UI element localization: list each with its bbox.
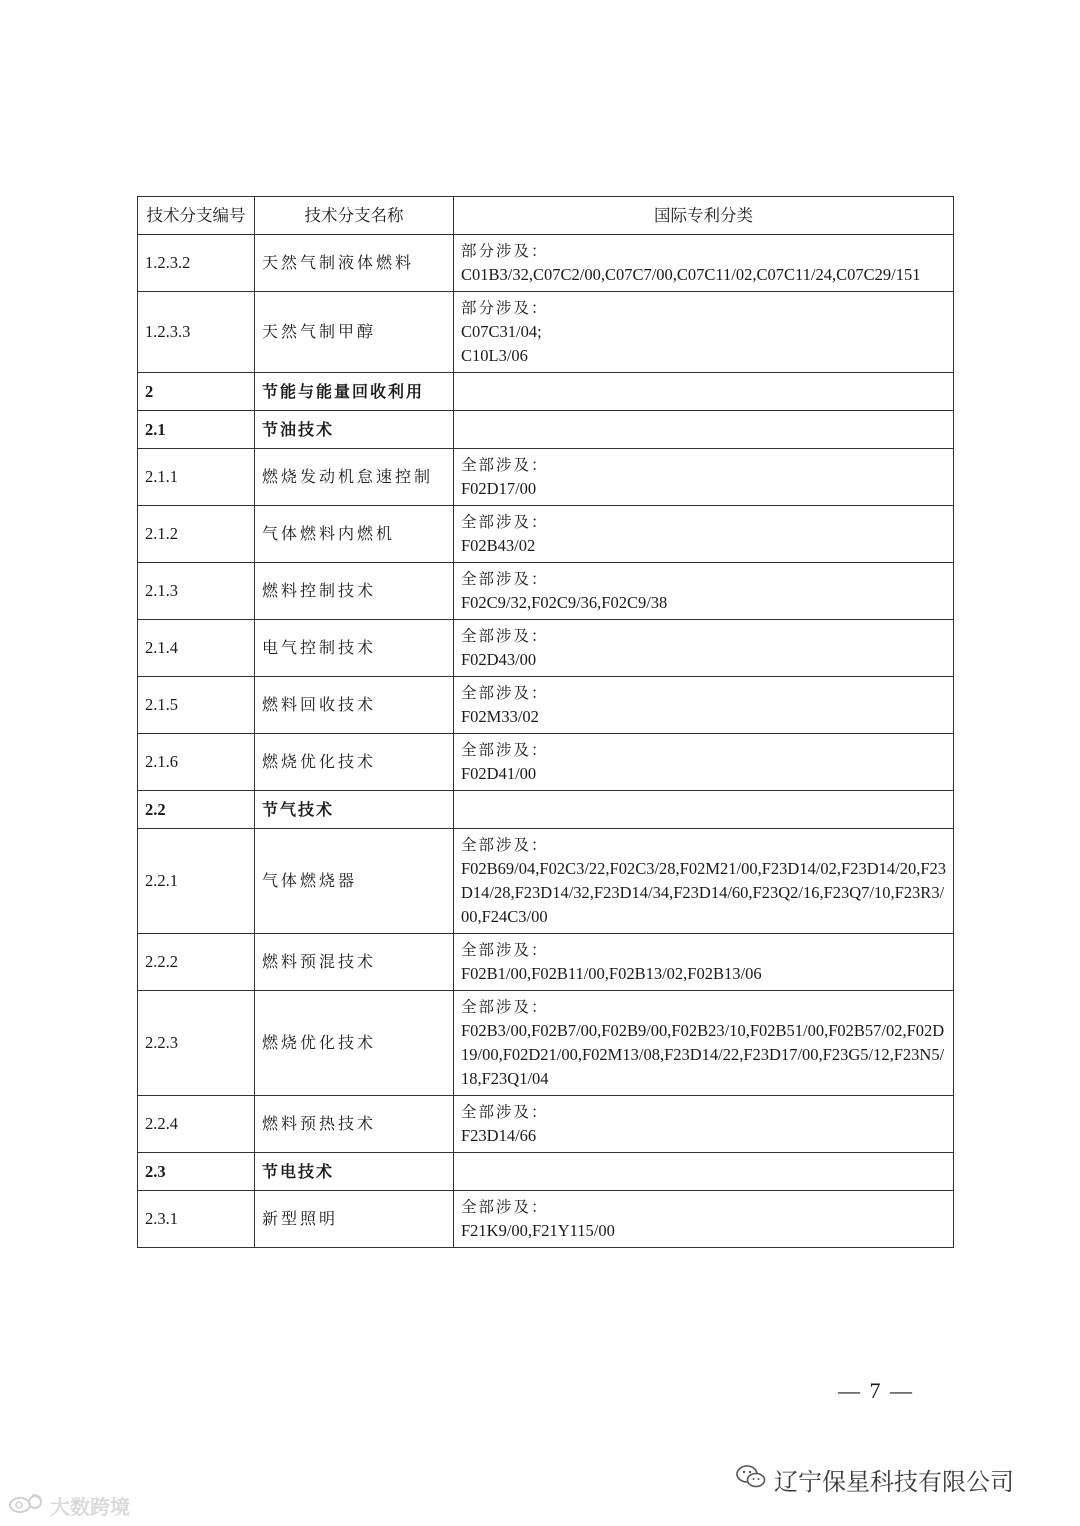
table-row <box>138 292 954 373</box>
branch-name-cell: 气体燃料内燃机 <box>255 506 454 563</box>
ipc-cell <box>454 991 954 1096</box>
table-body <box>138 235 954 1248</box>
branch-name-cell: 燃料回收技术 <box>255 677 454 734</box>
scope-label: 全部涉及： <box>461 941 549 959</box>
table-row <box>138 991 954 1096</box>
table-row <box>138 829 954 934</box>
branch-code-cell: 2.1.5 <box>138 677 255 734</box>
branch-code-cell: 2.2.3 <box>138 991 255 1096</box>
branch-name-cell: 节能与能量回收利用 <box>255 373 454 411</box>
header-branch-code: 技术分支编号 <box>138 197 255 235</box>
table-row <box>138 677 954 734</box>
ipc-cell <box>454 1153 954 1191</box>
ipc-cell <box>454 677 954 734</box>
scope-label: 全部涉及： <box>461 684 549 702</box>
scope-label: 全部涉及： <box>461 1198 549 1216</box>
branch-name-cell: 燃料控制技术 <box>255 563 454 620</box>
ipc-codes: C01B3/32,C07C2/00,C07C7/00,C07C11/02,C07C11/24,C07C29/151 <box>461 265 921 284</box>
ipc-cell <box>454 934 954 991</box>
section-row <box>138 411 954 449</box>
ipc-cell <box>454 563 954 620</box>
branch-code-cell: 2.2.4 <box>138 1096 255 1153</box>
table-row <box>138 235 954 292</box>
branch-name-cell: 天然气制液体燃料 <box>255 235 454 292</box>
table-header-row <box>138 197 954 235</box>
branch-code-cell: 1.2.3.3 <box>138 292 255 373</box>
ipc-cell <box>454 373 954 411</box>
branch-name-cell: 燃料预热技术 <box>255 1096 454 1153</box>
ipc-codes: F02B3/00,F02B7/00,F02B9/00,F02B23/10,F02B51/00,F02B57/02,F02D19/00,F02D21/00,F02M13/08,F23D14/22,F23D17/00,F23G5/12,F23N5/18,F23Q1/04 <box>461 1021 945 1088</box>
ipc-codes: F02B1/00,F02B11/00,F02B13/02,F02B13/06 <box>461 964 762 983</box>
branch-code-cell: 2.3.1 <box>138 1191 255 1248</box>
scope-label: 全部涉及： <box>461 456 549 474</box>
ipc-cell <box>454 791 954 829</box>
ipc-cell <box>454 292 954 373</box>
ipc-cell <box>454 1191 954 1248</box>
weibo-watermark <box>8 1491 130 1520</box>
table-row <box>138 934 954 991</box>
branch-code-cell: 2.2.2 <box>138 934 255 991</box>
ipc-codes: F02D41/00 <box>461 764 537 783</box>
scope-label: 部分涉及： <box>461 242 549 260</box>
branch-name-cell: 节电技术 <box>255 1153 454 1191</box>
branch-code-cell: 1.2.3.2 <box>138 235 255 292</box>
watermark-brand-name: 大数跨境 <box>50 1495 130 1519</box>
wechat-watermark <box>736 1462 1014 1497</box>
ipc-codes: F23D14/66 <box>461 1126 537 1145</box>
scope-label: 全部涉及： <box>461 998 549 1016</box>
table-row <box>138 1191 954 1248</box>
table-row <box>138 563 954 620</box>
scope-label: 全部涉及： <box>461 1103 549 1121</box>
branch-code-cell: 2 <box>138 373 255 411</box>
ipc-codes: F02C9/32,F02C9/36,F02C9/38 <box>461 593 668 612</box>
ipc-codes: F21K9/00,F21Y115/00 <box>461 1221 615 1240</box>
branch-name-cell: 新型照明 <box>255 1191 454 1248</box>
scope-label: 全部涉及： <box>461 627 549 645</box>
ipc-codes: F02B43/02 <box>461 536 536 555</box>
header-branch-name: 技术分支名称 <box>255 197 454 235</box>
ipc-cell <box>454 620 954 677</box>
weibo-icon <box>8 1491 44 1520</box>
scope-label: 全部涉及： <box>461 570 549 588</box>
ipc-codes: F02D17/00 <box>461 479 537 498</box>
branch-code-cell: 2.1.3 <box>138 563 255 620</box>
scope-label: 全部涉及： <box>461 513 549 531</box>
branch-code-cell: 2.2.1 <box>138 829 255 934</box>
ipc-codes: C07C31/04; C10L3/06 <box>461 322 542 365</box>
ipc-classification-table <box>137 196 954 1248</box>
branch-name-cell: 节油技术 <box>255 411 454 449</box>
branch-name-cell: 天然气制甲醇 <box>255 292 454 373</box>
section-row <box>138 791 954 829</box>
branch-code-cell: 2.3 <box>138 1153 255 1191</box>
ipc-cell <box>454 235 954 292</box>
branch-code-cell: 2.1.6 <box>138 734 255 791</box>
wechat-icon <box>736 1464 766 1496</box>
branch-code-cell: 2.1.1 <box>138 449 255 506</box>
ipc-codes: F02M33/02 <box>461 707 539 726</box>
section-row <box>138 1153 954 1191</box>
scope-label: 部分涉及： <box>461 299 549 317</box>
branch-name-cell: 燃烧优化技术 <box>255 734 454 791</box>
table-row <box>138 506 954 563</box>
branch-code-cell: 2.1.4 <box>138 620 255 677</box>
ipc-cell <box>454 411 954 449</box>
branch-name-cell: 燃料预混技术 <box>255 934 454 991</box>
ipc-cell <box>454 506 954 563</box>
table-row <box>138 449 954 506</box>
section-row <box>138 373 954 411</box>
ipc-cell <box>454 829 954 934</box>
branch-name-cell: 燃烧发动机怠速控制 <box>255 449 454 506</box>
watermark-company-name: 辽宁保星科技有限公司 <box>774 1468 1014 1496</box>
branch-name-cell: 电气控制技术 <box>255 620 454 677</box>
ipc-cell <box>454 734 954 791</box>
scope-label: 全部涉及： <box>461 836 549 854</box>
ipc-cell <box>454 1096 954 1153</box>
header-ipc: 国际专利分类 <box>454 197 954 235</box>
branch-code-cell: 2.1 <box>138 411 255 449</box>
ipc-codes: F02D43/00 <box>461 650 537 669</box>
table-row <box>138 620 954 677</box>
ipc-cell <box>454 449 954 506</box>
page-number: — 7 — <box>838 1378 914 1403</box>
table-row <box>138 1096 954 1153</box>
branch-name-cell: 节气技术 <box>255 791 454 829</box>
table-row <box>138 734 954 791</box>
branch-name-cell: 气体燃烧器 <box>255 829 454 934</box>
ipc-codes: F02B69/04,F02C3/22,F02C3/28,F02M21/00,F23D14/02,F23D14/20,F23D14/28,F23D14/32,F23D14/34,F23D14/60,F23Q2/16,F23Q7/10,F23R3/00,F24C3/00 <box>461 859 947 926</box>
branch-code-cell: 2.2 <box>138 791 255 829</box>
branch-name-cell: 燃烧优化技术 <box>255 991 454 1096</box>
branch-code-cell: 2.1.2 <box>138 506 255 563</box>
scope-label: 全部涉及： <box>461 741 549 759</box>
